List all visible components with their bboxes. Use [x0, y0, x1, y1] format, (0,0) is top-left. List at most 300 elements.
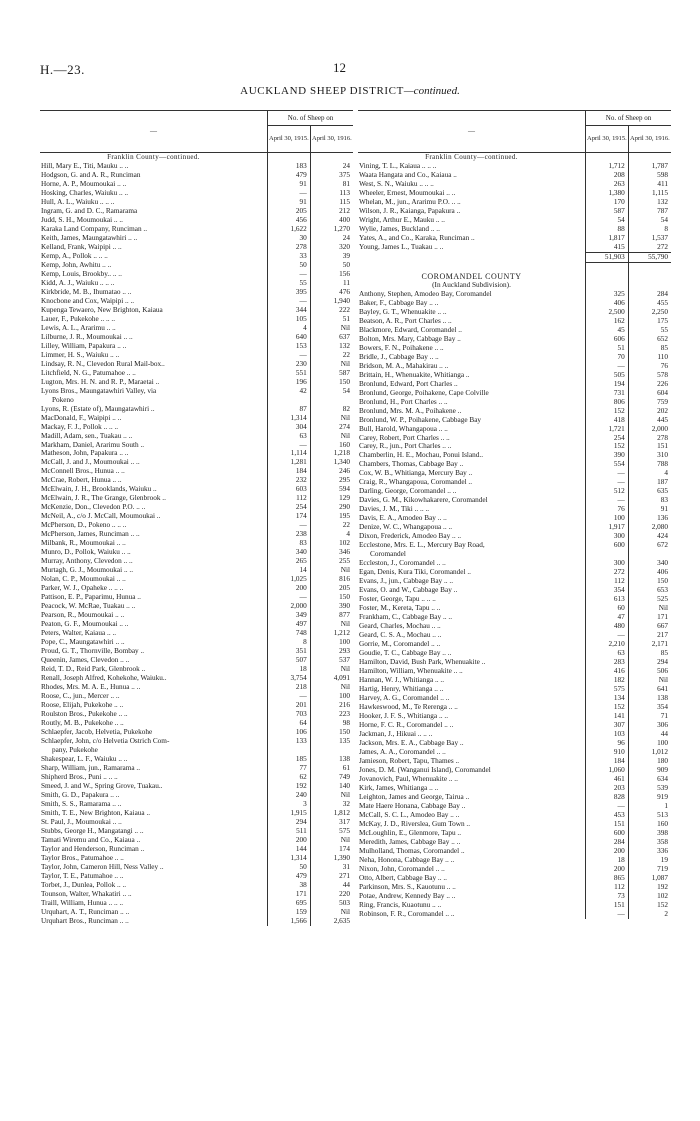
sheep-1915: 2,210 [586, 640, 629, 649]
section-heading: Franklin County—continued. [107, 153, 200, 161]
sheep-1916: 115 [310, 198, 353, 207]
table-row [358, 757, 671, 766]
table-row [40, 288, 353, 297]
sheep-1915: 351 [268, 647, 311, 656]
owner-name: Matheson, John, Papakura .. .. [41, 449, 129, 458]
sheep-1916: 354 [628, 703, 671, 712]
sheep-1916: 513 [628, 811, 671, 820]
empty-cell [628, 272, 671, 281]
header-col-1915: April 30, 1915. [586, 126, 629, 153]
owner-name: Roose, C., jun., Mercer .. .. [41, 692, 120, 701]
sheep-1916: 637 [310, 333, 353, 342]
sheep-1916: 537 [310, 656, 353, 665]
sheep-1916: 220 [310, 890, 353, 899]
owner-name: Lilley, William, Papakura .. .. [41, 341, 127, 350]
sheep-1915: — [268, 692, 311, 701]
sheep-1915: 272 [586, 568, 629, 577]
header-group: No. of Sheep on [268, 111, 353, 126]
table-row [40, 171, 353, 180]
table-row [40, 629, 353, 638]
table-row [40, 890, 353, 899]
sheep-1915: 200 [586, 847, 629, 856]
owner-name: Ingram, G. and D. C., Ramarama [41, 206, 138, 215]
sheep-1915: 910 [586, 748, 629, 757]
owner-continuation: Pokeno [52, 395, 74, 404]
owner-name: Keith, James, Maungatawhiri .. .. [41, 233, 138, 242]
table-row [40, 207, 353, 216]
owner-name: Parker, W. J., Opaheke .. .. .. [41, 584, 124, 593]
sheep-1915: 1,566 [268, 917, 311, 926]
sheep-1916: 150 [310, 728, 353, 737]
sheep-1915: 73 [586, 892, 629, 901]
table-row [358, 739, 671, 748]
table-row [358, 371, 671, 380]
table-row [40, 387, 353, 396]
sheep-1915: 406 [586, 299, 629, 308]
sheep-1916: 135 [310, 737, 353, 746]
table-row [40, 396, 353, 405]
sheep-1915: — [586, 631, 629, 640]
sheep-1916: 83 [628, 496, 671, 505]
sheep-1916: 2,171 [628, 640, 671, 649]
sheep-1916: 150 [628, 577, 671, 586]
owner-name: Kelland, Frank, Waipipi .. .. [41, 242, 122, 251]
sheep-1915: 300 [586, 559, 629, 568]
sheep-1915: 512 [586, 487, 629, 496]
owner-name: Schlaepfer, Jacob, Helvetia, Pukekohe [41, 728, 153, 736]
table-row [40, 584, 353, 593]
sheep-1915: 152 [586, 703, 629, 712]
sheep-1915: 47 [586, 613, 629, 622]
table-row [40, 665, 353, 674]
right-table-header [358, 111, 671, 153]
sheep-1916: 22 [310, 351, 353, 360]
sheep-1916: 138 [310, 755, 353, 764]
sheep-1916: 39 [310, 252, 353, 261]
table-row [358, 748, 671, 757]
sheep-1916: 24 [310, 162, 353, 171]
sheep-1915: 144 [268, 845, 311, 854]
table-row [40, 683, 353, 692]
owner-name: McPherson, D., Pokeno .. .. .. [41, 521, 127, 530]
section-heading: Franklin County—continued. [425, 153, 518, 161]
table-row [358, 667, 671, 676]
owner-name: Pearson, R., Moumoukai .. .. [41, 611, 125, 620]
owner-name: McCall, J. and J., Moumoukai .. .. [41, 458, 140, 467]
owner-name [358, 252, 586, 262]
sheep-1916: 31 [310, 863, 353, 872]
table-row [40, 719, 353, 728]
sheep-1916: 525 [628, 595, 671, 604]
sheep-1915: 1,380 [586, 189, 629, 198]
table-row [358, 721, 671, 730]
sheep-1915: 453 [586, 811, 629, 820]
sheep-1916 [628, 262, 671, 271]
table-row [40, 710, 353, 719]
sheep-1916: 294 [628, 658, 671, 667]
sheep-1916: 11 [310, 279, 353, 288]
sheep-1915: 415 [586, 243, 629, 252]
sheep-1915: 587 [586, 207, 629, 216]
sheep-1915: 152 [586, 442, 629, 451]
sheep-1915: 240 [268, 791, 311, 800]
table-row [40, 521, 353, 530]
table-row [40, 836, 353, 845]
sheep-1915: 152 [586, 407, 629, 416]
table-row [40, 863, 353, 872]
sheep-1915: 185 [268, 755, 311, 764]
sheep-1915: 162 [586, 317, 629, 326]
owner-name: Foster, George, Tapu .. .. .. [359, 595, 436, 604]
owner-name: Ecclestone, Mrs. E. L., Mercury Bay Road, [359, 541, 485, 550]
table-row [40, 485, 353, 494]
owner-name: Bridle, J., Cabbage Bay .. .. [359, 352, 439, 361]
sheep-1916: 317 [310, 818, 353, 827]
sheep-1915: 63 [586, 649, 629, 658]
table-row [358, 838, 671, 847]
table-row [358, 478, 671, 487]
owner-name: Murray, Anthony, Clevedon .. .. [41, 557, 133, 566]
owner-name: Kemp, John, Awhitu .. .. [41, 260, 112, 269]
sheep-1915 [586, 550, 629, 559]
table-row [358, 290, 671, 299]
sheep-1916: Nil [310, 414, 353, 423]
title-suffix: —continued. [403, 85, 460, 97]
table-row [358, 469, 671, 478]
owner-name: Wylie, James, Buckland .. .. [359, 224, 440, 233]
table-row [40, 674, 353, 683]
table-row [40, 225, 353, 234]
sheep-1915: 33 [268, 252, 311, 261]
sheep-1915: 1,622 [268, 225, 311, 234]
sheep-1916: 919 [628, 793, 671, 802]
owner-name: Pope, C., Maungatawhiri .. .. [41, 638, 125, 647]
total-row [358, 252, 671, 262]
owner-name: St. Paul, J., Moumoukai .. .. [41, 817, 122, 826]
sheep-1916: 816 [310, 575, 353, 584]
header-dash: — [40, 111, 268, 153]
empty-cell [586, 153, 629, 162]
sheep-1915: 395 [268, 288, 311, 297]
sheep-1916: 136 [628, 514, 671, 523]
owner-name: Taylor and Henderson, Runciman .. [41, 844, 145, 853]
sheep-1916: 223 [310, 710, 353, 719]
table-row [40, 881, 353, 890]
owner-name: Otto, Albert, Cabbage Bay .. .. [359, 873, 447, 882]
sheep-1916: 174 [310, 845, 353, 854]
owner-name: McCrae, Robert, Hunua .. .. [41, 476, 122, 485]
sheep-1916: 411 [628, 180, 671, 189]
sheep-1916: 180 [628, 757, 671, 766]
table-row [40, 261, 353, 270]
sheep-1915: 828 [586, 793, 629, 802]
table-row [358, 189, 671, 198]
sheep-1915: 200 [268, 836, 311, 845]
sheep-1916: 293 [310, 647, 353, 656]
header-col-1916: April 30, 1916. [310, 126, 353, 153]
sheep-1916: 100 [628, 739, 671, 748]
sheep-1916: 100 [310, 692, 353, 701]
sheep-1916: 320 [310, 243, 353, 252]
owner-name: Jovanovich, Paul, Whenuakite .. .. [359, 774, 458, 783]
table-row [40, 414, 353, 423]
table-row [358, 865, 671, 874]
table-row [40, 638, 353, 647]
sheep-1915: 42 [268, 387, 311, 396]
owner-name: Bowers, F. N., Poihakene .. .. [359, 343, 444, 352]
sheep-1915: 1,917 [586, 523, 629, 532]
sheep-1916: 1,390 [310, 854, 353, 863]
sheep-1915: 133 [268, 737, 311, 746]
sheep-1916: Nil [310, 324, 353, 333]
owner-name: McPherson, James, Runciman .. .. [41, 530, 140, 539]
table-row [358, 712, 671, 721]
owner-name: Wilson, J. R., Kaianga, Papakura .. [359, 206, 461, 215]
header-group: No. of Sheep on [586, 111, 671, 126]
sheep-1915: 96 [586, 739, 629, 748]
owner-name: Proud, G. T., Thornville, Bombay .. [41, 647, 145, 656]
table-row [358, 685, 671, 694]
sheep-1916: 641 [628, 685, 671, 694]
table-row [40, 449, 353, 458]
sheep-1916: 400 [310, 216, 353, 225]
owner-name: Vining, T. L., Kaiaua .. .. .. [359, 161, 437, 170]
table-row [40, 557, 353, 566]
sheep-1915: 232 [268, 476, 311, 485]
owner-name: Eccleston, J., Coromandel .. .. [359, 559, 446, 568]
sheep-1915: 205 [268, 207, 311, 216]
sheep-1916: Nil [310, 620, 353, 629]
sheep-1916: 150 [310, 593, 353, 602]
sheep-1915: 865 [586, 874, 629, 883]
owner-name: Taylor, John, Cameron Hill, Ness Valley .. [41, 862, 164, 871]
owner-name: Meredith, James, Cabbage Bay .. .. [359, 837, 461, 846]
owner-name: Bridson, M. A., Mahakirau .. .. [359, 361, 449, 370]
table-row [358, 180, 671, 189]
sheep-1916: 32 [310, 800, 353, 809]
table-row [40, 467, 353, 476]
sheep-1916 [310, 746, 353, 755]
sheep-1916: 539 [628, 784, 671, 793]
table-row [358, 460, 671, 469]
owner-name: Foster, M., Kereta, Tapu .. .. [359, 604, 441, 613]
owner-name: Jamieson, Robert, Tapu, Thames .. [359, 756, 460, 765]
sheep-1915: — [586, 910, 629, 919]
owner-name: Tamati Wiremu and Co., Kaiaua .. [41, 835, 141, 844]
sheep-1915: 182 [586, 676, 629, 685]
sheep-1916: 340 [628, 559, 671, 568]
sheep-1915: — [268, 441, 311, 450]
header-col-1915: April 30, 1915. [268, 126, 311, 153]
table-row [40, 378, 353, 387]
owner-name: Smith, G. D., Papakura .. .. [41, 790, 120, 799]
sheep-1916: 598 [628, 171, 671, 180]
table-row [40, 737, 353, 746]
owner-name: Lauer, F., Pukekohe .. .. .. [41, 314, 116, 323]
table-row [40, 333, 353, 342]
sheep-1916: 8 [628, 225, 671, 234]
table-row [40, 818, 353, 827]
owner-name: McKay, J. D., Riverslea, Gum Town .. [359, 819, 471, 828]
table-row [358, 802, 671, 811]
sheep-1915: 416 [586, 667, 629, 676]
owner-name: Lyons Bros., Maungatawhiri Valley, via [41, 386, 157, 395]
owner-name: Smith, S. S., Ramarama .. .. [41, 799, 122, 808]
sheep-1915 [268, 746, 311, 755]
sheep-1916: 85 [628, 649, 671, 658]
table-row [40, 566, 353, 575]
table-row [358, 883, 671, 892]
owner-name: Cox, W. B., Whitianga, Mercury Bay .. [359, 469, 473, 478]
owner-name: James, A. A., Coromandel .. .. [359, 747, 446, 756]
sheep-1915: 263 [586, 180, 629, 189]
owner-name: Mate Haere Honana, Cabbage Bay .. [359, 801, 466, 810]
sheep-1915: 2,500 [586, 308, 629, 317]
table-row [40, 773, 353, 782]
sheep-1916: 140 [310, 782, 353, 791]
sheep-1915: 38 [268, 881, 311, 890]
sheep-1915: 151 [586, 820, 629, 829]
header-dash: — [358, 111, 586, 153]
table-row [40, 530, 353, 539]
owner-name: Denize, W. C., Whangapoua .. .. [359, 523, 453, 532]
table-row [40, 917, 353, 926]
sheep-1916: 575 [310, 827, 353, 836]
sheep-1916: 604 [628, 389, 671, 398]
sheep-1916: 346 [310, 548, 353, 557]
sheep-1916: 587 [310, 369, 353, 378]
sheep-1916: 1,340 [310, 458, 353, 467]
owner-name: Munro, D., Pollok, Waiuku .. .. [41, 548, 131, 557]
owner-name: Davis, E. A., Amodeo Bay .. .. [359, 514, 447, 523]
sheep-1916: Nil [310, 791, 353, 800]
sheep-1915: 1,281 [268, 458, 311, 467]
owner-name: Beatson, A. R., Port Charles .. .. [359, 316, 452, 325]
table-row [358, 162, 671, 171]
sheep-1916: 246 [310, 467, 353, 476]
sheep-1916: 156 [310, 270, 353, 279]
sheep-1915: 91 [268, 180, 311, 189]
sheep-1915: 575 [586, 685, 629, 694]
sheep-1915: 18 [268, 665, 311, 674]
sheep-1916: 672 [628, 541, 671, 550]
sheep-1915: 174 [268, 512, 311, 521]
owner-name: Leighton, James and George, Tairua .. [359, 792, 470, 801]
sheep-1916: 1,812 [310, 809, 353, 818]
sheep-1916: Nil [628, 604, 671, 613]
owner-name: Murtagh, G. J., Moumoukai .. .. [41, 566, 134, 575]
sheep-1916: 217 [628, 631, 671, 640]
sheep-1916: 1,940 [310, 297, 353, 306]
table-row [358, 856, 671, 865]
owner-name: Hawkeswood, M., Te Rerenga .. .. [359, 703, 458, 712]
sheep-1916: Nil [310, 683, 353, 692]
sheep-1916: Nil [310, 432, 353, 441]
table-row [358, 505, 671, 514]
sheep-1916: 274 [310, 423, 353, 432]
sheep-1916: 295 [310, 476, 353, 485]
table-row [40, 369, 353, 378]
owner-name: Robinson, F. R., Coromandel .. .. [359, 909, 455, 918]
table-row [358, 577, 671, 586]
sheep-1916: 578 [628, 371, 671, 380]
sheep-1916: 24 [310, 234, 353, 243]
sheep-1916: 390 [310, 602, 353, 611]
sheep-1915: 603 [268, 485, 311, 494]
sheep-1915: 64 [268, 719, 311, 728]
owner-name: Baker, F., Cabbage Bay .. .. [359, 298, 439, 307]
sheep-1915: 3,754 [268, 674, 311, 683]
table-row [40, 908, 353, 917]
sheep-1916: 44 [628, 730, 671, 739]
table-row [358, 541, 671, 550]
sheep-1915: 134 [586, 694, 629, 703]
sheep-1915: 640 [268, 333, 311, 342]
sheep-1916: 375 [310, 171, 353, 180]
sheep-1915: 1,712 [586, 162, 629, 171]
sheep-1915: 91 [268, 198, 311, 207]
table-row [358, 353, 671, 362]
sheep-1916: 76 [628, 362, 671, 371]
table-row [40, 342, 353, 351]
sheep-1915: 141 [586, 712, 629, 721]
table-row [40, 180, 353, 189]
table-row [358, 344, 671, 353]
empty-cell [628, 281, 671, 290]
sheep-1915: 600 [586, 829, 629, 838]
table-row [358, 425, 671, 434]
table-row [40, 198, 353, 207]
table-row [40, 548, 353, 557]
owner-name: Carey, R., jun., Port Charles .. .. [359, 442, 452, 451]
sheep-1916: 150 [310, 378, 353, 387]
owner-name: Peacock, W. McRae, Tuakau .. .. [41, 602, 136, 611]
owner-name: Peaton, G. F., Moumoukai .. .. [41, 620, 129, 629]
sheep-1915: 184 [268, 467, 311, 476]
sheep-1915: 461 [586, 775, 629, 784]
sheep-1915: 511 [268, 827, 311, 836]
right-table [358, 110, 671, 919]
sheep-1915: 87 [268, 405, 311, 414]
sheep-1915: 606 [586, 335, 629, 344]
table-row [40, 620, 353, 629]
table-row [358, 658, 671, 667]
table-row [358, 613, 671, 622]
table-row [358, 514, 671, 523]
table-row [40, 279, 353, 288]
table-row [358, 299, 671, 308]
sheep-1916: 44 [310, 881, 353, 890]
owner-name: Davies, G. M., Kikowhakarere, Coromandel [359, 496, 488, 505]
owner-name: Dixon, Frederick, Amodeo Bay .. .. [359, 532, 462, 541]
sheep-1915: 3 [268, 800, 311, 809]
sheep-1915: 51 [586, 344, 629, 353]
sheep-1915: 18 [586, 856, 629, 865]
owner-name: Stubbs, George H., Mangatangi .. .. [41, 826, 144, 835]
owner-name: Darling, George, Coromandel .. .. [359, 487, 457, 496]
table-row [40, 351, 353, 360]
sheep-1915: 83 [268, 539, 311, 548]
table-row [358, 362, 671, 371]
table-row [358, 829, 671, 838]
sheep-1916: 1,787 [628, 162, 671, 171]
sheep-1915: 731 [586, 389, 629, 398]
table-row [358, 207, 671, 216]
sheep-1916: 81 [310, 180, 353, 189]
sheep-1915: 208 [586, 171, 629, 180]
sheep-1916: 358 [628, 838, 671, 847]
sheep-1915: 51,903 [586, 252, 629, 262]
